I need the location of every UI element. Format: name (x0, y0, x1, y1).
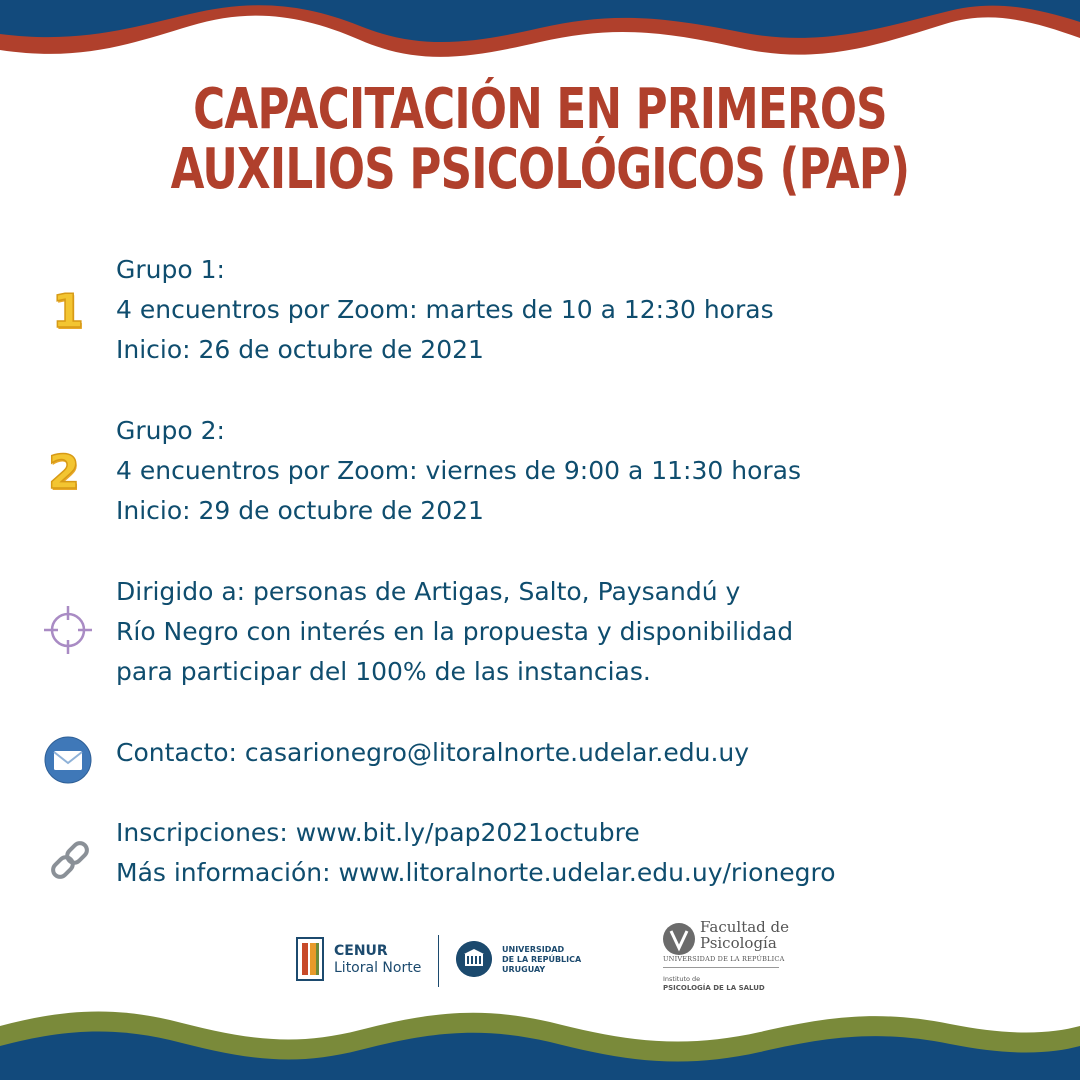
number-one-icon: 1 (52, 284, 85, 338)
cenur-region: Litoral Norte (334, 960, 422, 976)
udelar-line-2: DE LA REPÚBLICA (502, 955, 582, 964)
contact-info (116, 733, 749, 773)
top-wave-decoration (0, 0, 1080, 80)
title-line-1: CAPACITACIÓN EN PRIMEROS (193, 77, 887, 142)
group-2-schedule: 4 encuentros por Zoom: viernes de 9:00 a 11:30 horas (116, 456, 801, 485)
links-info (116, 813, 836, 893)
group-1-label: Grupo 1: (116, 255, 225, 284)
group-2-info (116, 411, 801, 531)
fp-institute-line-1: Instituto de (663, 975, 701, 983)
group-1-schedule: 4 encuentros por Zoom: martes de 10 a 12:30 horas (116, 295, 774, 324)
registration-link[interactable]: Inscripciones: www.bit.ly/pap2021octubre (116, 818, 640, 847)
audience-line-2: Río Negro con interés en la propuesta y disponibilidad (116, 617, 794, 646)
group-1-info (116, 250, 774, 370)
cenur-logo-text (334, 943, 421, 977)
fp-divider (663, 967, 779, 968)
page-title (119, 77, 961, 202)
fp-line-1: Facultad de (700, 918, 790, 936)
facultad-psicologia-logo-icon (662, 922, 696, 956)
group-2-start: Inicio: 29 de octubre de 2021 (116, 496, 484, 525)
udelar-line-3: URUGUAY (502, 965, 546, 974)
logo-divider (438, 935, 439, 987)
group-2-label: Grupo 2: (116, 416, 225, 445)
link-chain-icon (46, 836, 94, 884)
fp-institute (663, 975, 765, 993)
cenur-logo-icon (296, 937, 324, 981)
more-info-link[interactable]: Más información: www.litoralnorte.udelar.edu.uy/rionegro (116, 858, 836, 887)
cenur-name: CENUR (334, 943, 388, 959)
udelar-line-1: UNIVERSIDAD (502, 945, 565, 954)
facultad-psicologia-name (700, 919, 789, 951)
title-line-2: AUXILIOS PSICOLÓGICOS (PAP) (170, 137, 910, 202)
target-crosshair-icon (42, 604, 94, 656)
contact-text[interactable]: Contacto: casarionegro@litoralnorte.udelar.edu.uy (116, 738, 750, 767)
fp-university: UNIVERSIDAD DE LA REPÚBLICA (663, 955, 785, 963)
audience-info (116, 572, 793, 692)
udelar-seal-icon (456, 941, 492, 977)
envelope-icon (44, 736, 92, 784)
fp-institute-line-2: PSICOLOGÍA DE LA SALUD (663, 984, 765, 992)
audience-line-3: para participar del 100% de las instancias. (116, 657, 651, 686)
bottom-wave-decoration (0, 1000, 1080, 1080)
group-1-start: Inicio: 26 de octubre de 2021 (116, 335, 484, 364)
fp-line-2: Psicología (700, 934, 777, 952)
number-two-icon: 2 (48, 445, 81, 499)
partner-logos (0, 915, 1080, 1005)
udelar-logo-text (502, 945, 581, 975)
audience-line-1: Dirigido a: personas de Artigas, Salto, Paysandú y (116, 577, 741, 606)
